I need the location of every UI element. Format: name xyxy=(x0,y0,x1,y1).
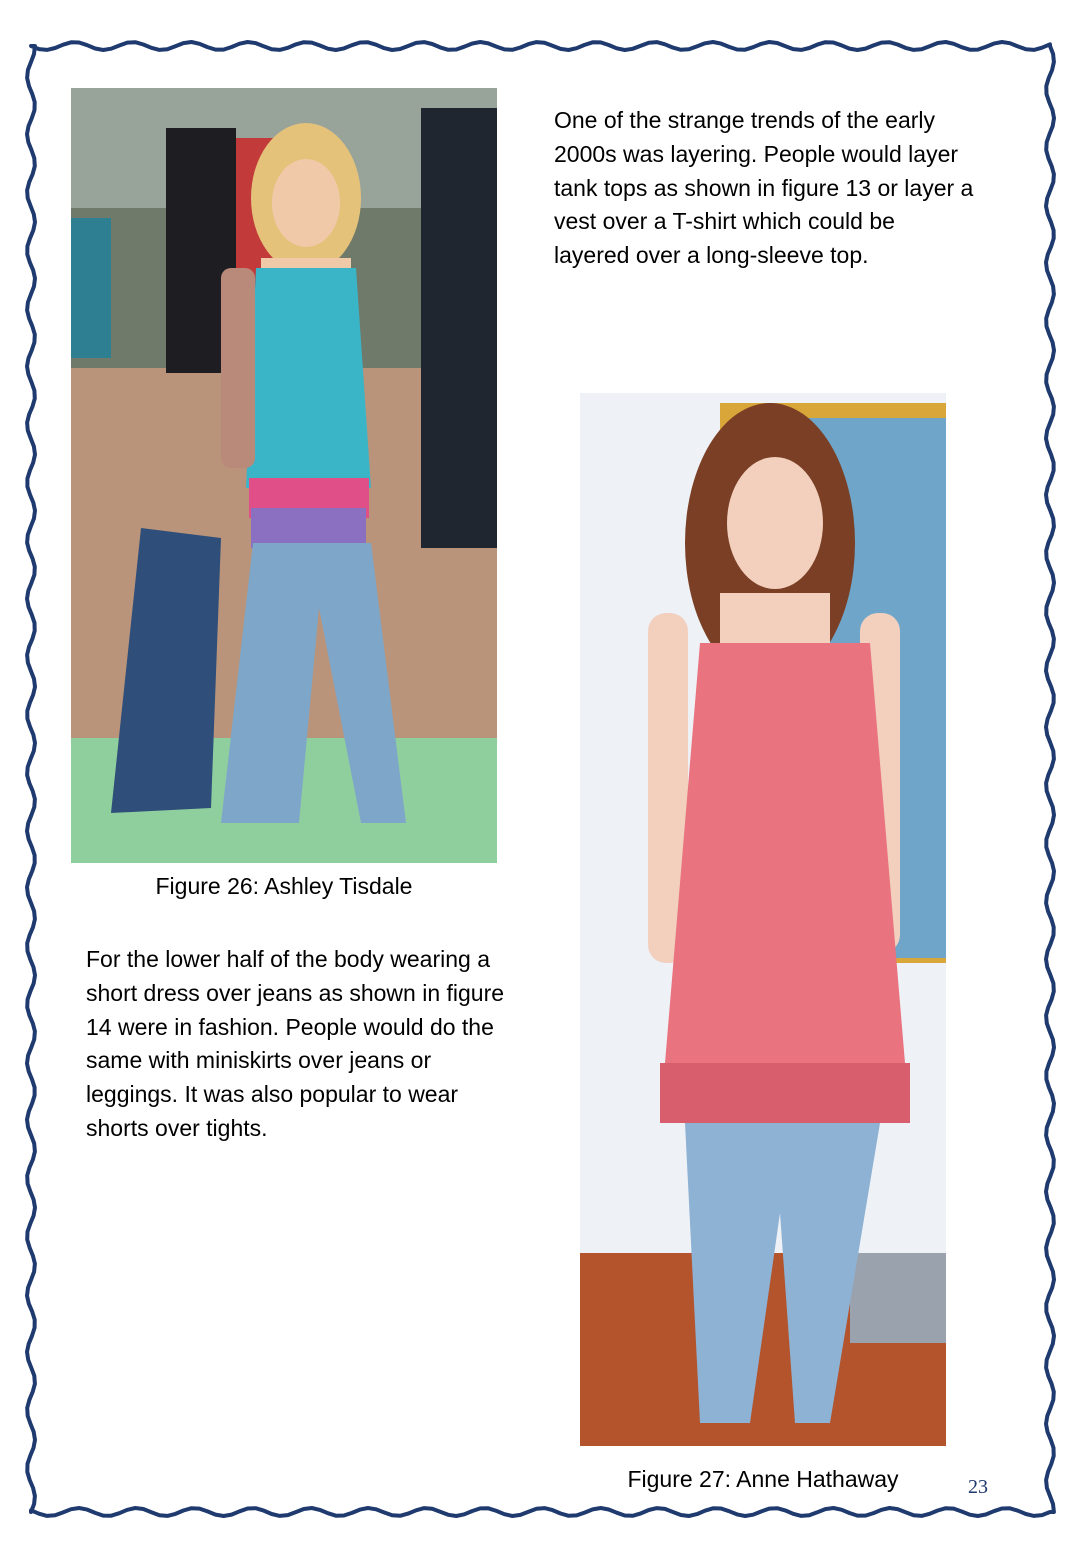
figure-26-caption: Figure 26: Ashley Tisdale xyxy=(155,873,413,899)
figure-26-photo xyxy=(71,88,497,863)
page-number: 23 xyxy=(968,1476,988,1498)
subject-top xyxy=(246,268,371,488)
lower-paragraph: For the lower half of the body wearing a short dress over jeans as shown in figure 14 were in fashion. People would do the same with miniskirts over jeans or leggings. It was also popular to wear shorts over tights. xyxy=(86,946,505,1141)
figure-27-caption: Figure 27: Anne Hathaway xyxy=(627,1466,899,1492)
figure-27-photo xyxy=(580,393,946,1446)
subject-dress xyxy=(660,643,910,1123)
intro-paragraph: One of the strange trends of the early 2000s was layering. People would layer tank tops as shown in figure 13 or layer a vest over a T-shirt which could be layered over a long-sleeve top. xyxy=(554,107,974,269)
